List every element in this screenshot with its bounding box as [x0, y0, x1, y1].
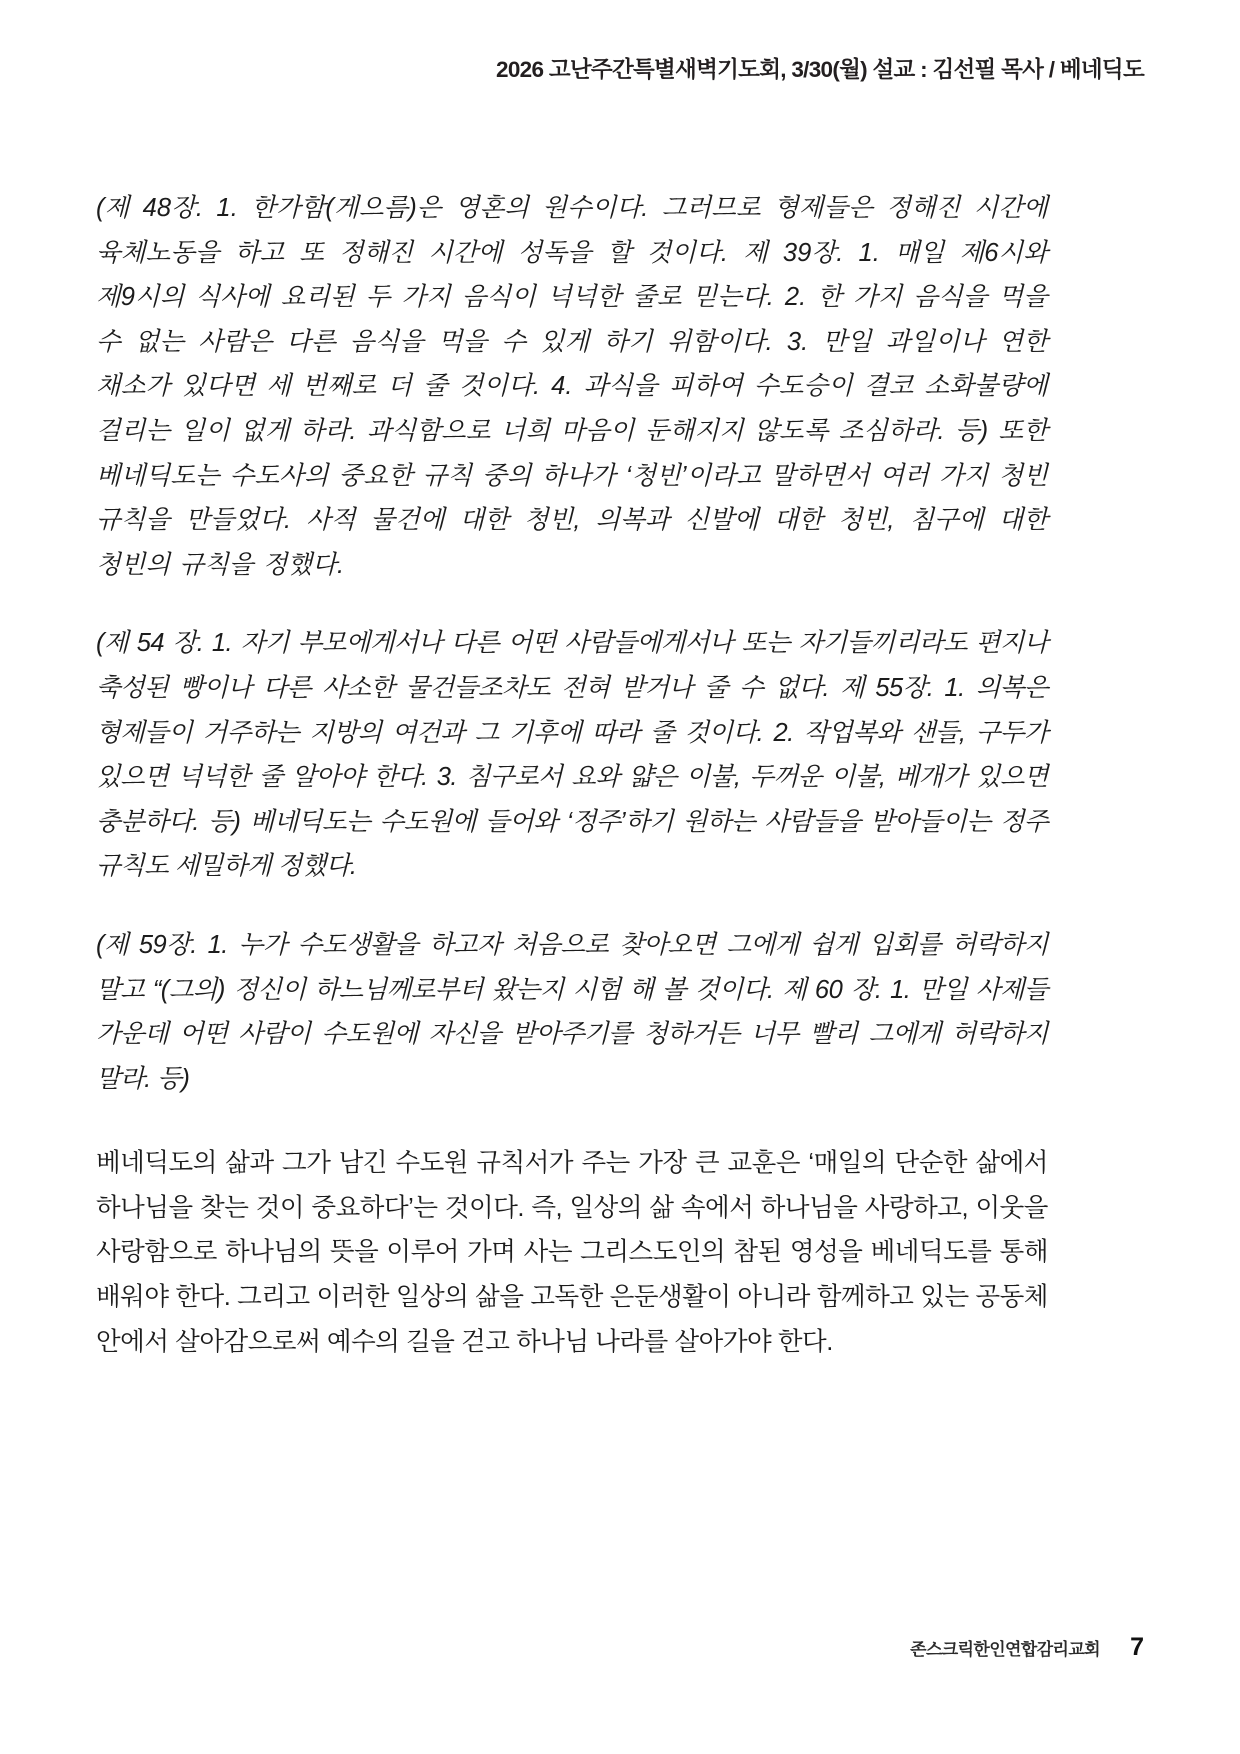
- body-column: [96, 186, 1048, 1364]
- footer-church-name: 존스크릭한인연합감리교회: [910, 1640, 1100, 1659]
- running-header: 2026 고난주간특별새벽기도회, 3/30(월) 설교 : 김선필 목사 / 베네딕도: [496, 57, 1144, 82]
- paragraph-rule-excerpt-1: (제 48장. 1. 한가함(게으름)은 영혼의 원수이다. 그러므로 형제들은 정해진 시간에 육체노동을 하고 또 정해진 시간에 성독을 할 것이다. 제 39장. 1. 매일 제6시와 제9시의 식사에 요리된 두 가지 음식이 넉넉한 줄로 믿는다. 2. 한 가지 음식을 먹을 수 없는 사람은 다른 음식을 먹을 수 있게 하기 위함이다. 3. 만일 과일이나 연한 채소가 있다면 세 번째로 더 줄 것이다. 4. 과식을 피하여 수도승이 결코 소화불량에 걸리는 일이 없게 하라. 과식함으로 너희 마음이 둔해지지 않도록 조심하라. 등) 또한 베네딕도는 수도사의 중요한 규칙 중의 하나가 ‘청빈’이라고 말하면서 여러 가지 청빈 규칙을 만들었다. 사적 물건에 대한 청빈, 의복과 신발에 대한 청빈, 침구에 대한 청빈의 규칙을 정했다.: [96, 194, 1048, 579]
- page-footer: [96, 1633, 1144, 1662]
- paragraph-rule-excerpt-3: (제 59장. 1. 누가 수도생활을 하고자 처음으로 찾아오면 그에게 쉽게 입회를 허락하지 말고 “(그의) 정신이 하느님께로부터 왔는지 시험 해 볼 것이다. 제 60 장. 1. 만일 사제들 가운데 어떤 사람이 수도원에 자신을 받아주기를 청하거든 너무 빨리 그에게 허락하지 말라. 등): [96, 930, 1048, 1093]
- paragraph-conclusion: 베네딕도의 삶과 그가 남긴 수도원 규칙서가 주는 가장 큰 교훈은 ‘매일의 단순한 삶에서 하나님을 찾는 것이 중요하다’는 것이다. 즉, 일상의 삶 속에서 하나님을 사랑하고, 이웃을 사랑함으로 하나님의 뜻을 이루어 가며 사는 그리스도인의 참된 영성을 베네딕도를 통해 배워야 한다. 그리고 이러한 일상의 삶을 고독한 은둔생활이 아니라 함께하고 있는 공동체 안에서 살아감으로써 예수의 길을 걷고 하나님 나라를 살아가야 한다.: [96, 1149, 1048, 1356]
- page-number: 7: [1130, 1633, 1144, 1661]
- paragraph-rule-excerpt-2: (제 54 장. 1. 자기 부모에게서나 다른 어떤 사람들에게서나 또는 자기들끼리라도 편지나 축성된 빵이나 다른 사소한 물건들조차도 전혀 받거나 줄 수 없다. 제 55장. 1. 의복은 형제들이 거주하는 지방의 여건과 그 기후에 따라 줄 것이다. 2. 작업복와 샌들, 구두가 있으면 넉넉한 줄 알아야 한다. 3. 침구로서 요와 얇은 이불, 두꺼운 이불, 베개가 있으면 충분하다. 등) 베네딕도는 수도원에 들어와 ‘정주’하기 원하는 사람들을 받아들이는 정주 규칙도 세밀하게 정했다.: [96, 629, 1048, 881]
